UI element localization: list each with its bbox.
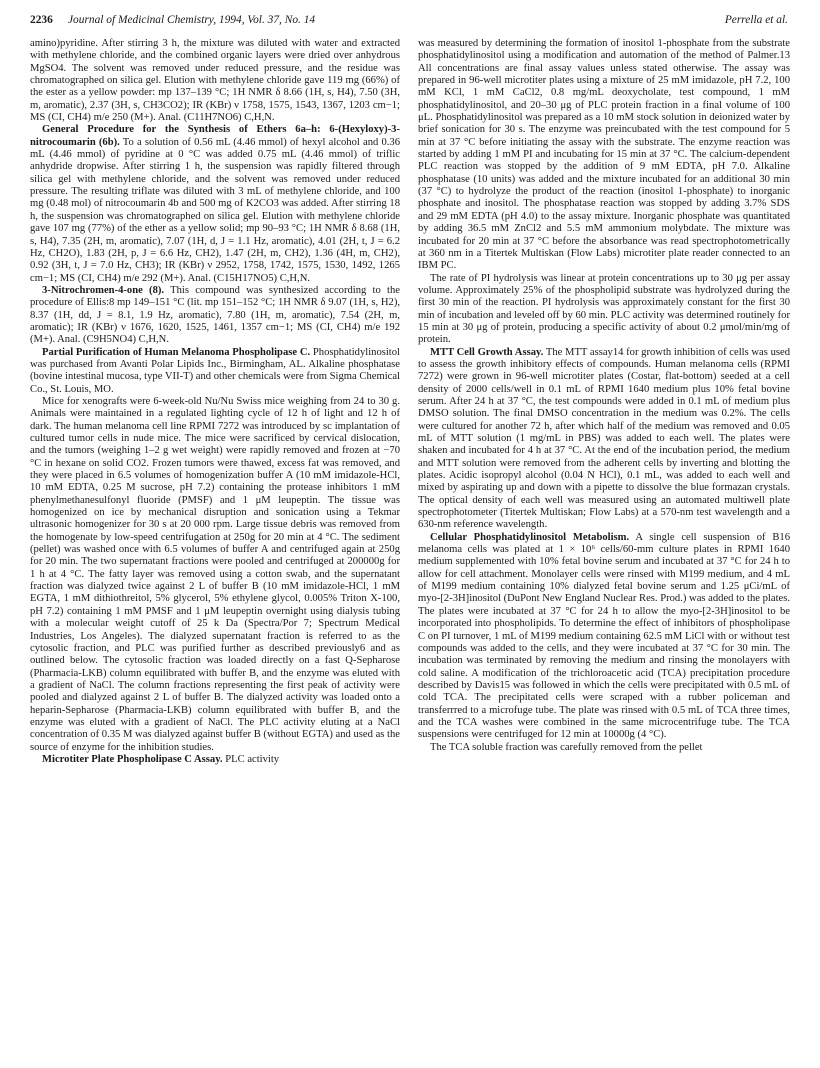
paragraph (30, 347, 400, 396)
paragraph-body: Phosphatidylinositol was purchased from Avanti Polar Lipids Inc., Birmingham, AL. Alkaline phosphatase (bovine intestinal mucosa, type VII-T) and other chemicals were from Sigma Chemical Co., St. Louis, MO. (30, 346, 400, 395)
paragraph: The TCA soluble fraction was carefully removed from the pellet (430, 741, 703, 753)
paragraph (30, 124, 400, 284)
paragraph-body: This compound was synthesized according to the procedure of Ellis:8 mp 149–151 °C (lit. mp 151–152 °C; 1H NMR δ 9.07 (1H, s, H2), 8.37 (1H, dd, J = 8.1, 1.9 Hz, aromatic), 7.80 (1H, m, aromatic), 7.54 (2H, m, aromatic); IR (KBr) ν 1676, 1620, 1525, 1461, 1357 cm−1; MS (CI, CH4) m/e 192 (M+). Anal. (C9H5NO4) C,H,N. (30, 284, 400, 346)
left-column (30, 38, 400, 766)
running-header (30, 10, 788, 32)
paragraph-body: A single cell suspension of B16 melanoma cells was plated at 1 × 10⁶ cells/60-mm culture plates in RPMI 1640 medium supplemented with 10% fetal bovine serum and incubated at 37 °C for 24 h to allow for cell attachment. Monolayer cells were rinsed with M199 medium, and 4 mL of M199 medium containing 10% dialyzed fetal bovine serum and 1.25 μCi/mL of myo-[2-3H]inositol (DuPont New England Nuclear Res. Prod.) was added to the plates. The plates were incubated at 37 °C for 24 h to allow the myo-[2-3H]inositol to be incorporated into phospholipids. To determine the effect of inhibitors of phospholipase C on PI turnover, 1 mL of M199 medium containing 62.5 mM LiCl with or without test compounds was added to the cells, and they were incubated at 37 °C for 30 min. The incubation was terminated by removing the medium and rinsing the monolayers with cold saline. A modification of the trichloroacetic acid (TCA) precipitation procedure described by Davis15 was followed in which the cells were precipitated with 0.5 mL of cold TCA. The precipitated cells were scraped with a rubber policeman and transferrred to a microfuge tube. The plate was rinsed with 0.5 mL of TCA three times, and the TCA washes were combined in the same microcentrifuge tube. The TCA suspensions were centrifuged for 12 min at 10000g (4 °C). (418, 531, 790, 741)
page-number: 2236 (30, 14, 53, 26)
paragraph (418, 532, 790, 742)
paragraph (30, 285, 400, 347)
right-column (418, 38, 790, 754)
paragraph-body: PLC activity (222, 753, 280, 765)
running-author: Perrella et al. (724, 14, 788, 26)
paragraph: was measured by determining the formation of inositol 1-phosphate from the substrate phosphatidylinositol using a modification and automation of the method of Palmer.13 All concentrations are final assay values unless stated otherwise. The assay was prepared in 96-well microtiter plates using a mixture of 25 mM imidazole, pH 7.2, 100 mM KCl, 1 mM CaCl2, 0.8 mg/mL deoxycholate, test compound, 1 mM phosphatidylinositol, and 20–30 μg of PLC protein fraction in a final volume of 100 μL. Phosphatidylinositol was prepared as a 10 mM stock solution in deionized water by brief sonication for 30 s. The enzyme was preincubated with the test compound for 5 min at 37 °C before initiating the assay with the substrate. The enzyme reaction was started by adding 1 mM PI and incubating for 15 min at 37 °C. The calcium-dependent PLC reaction was stopped by the addition of 9 mM EDTA, pH 7.0. Alkaline phosphatase (10 units) was added and the mixture incubated for an additional 30 min (37 °C) to hydrolyze the product of the reaction (inositol 1-phosphate) to inorganic phosphate and inositol. The phosphatase reaction was stopped by adding 3.7% SDS and 29 mM EDTA (pH 4.0) to the assay mixture. Inorganic phosphate was quantitated by adding 36.5 mM ZnCl2 and 5.5 mM ammonium molybdate. The mixture was incubated for 20 min at 37 °C before the absorbance was read spectrophotometrically at 360 nm in a Titertek Multiskan (Flow Labs) microtiter plate reader connected to an IBM PC. (418, 38, 790, 272)
section-heading: MTT Cell Growth Assay. (430, 346, 544, 358)
section-heading: Partial Purification of Human Melanoma Phospholipase C. (42, 346, 311, 358)
paragraph (418, 347, 790, 532)
section-heading: General Procedure for the Synthesis of Ethers 6a–h: 6-(Hexyloxy)-3-nitrocoumarin (6b). (30, 124, 400, 148)
paragraph-body: The MTT assay14 for growth inhibition of cells was used to assess the growth inhibitory effects of compounds. Human melanoma cells (RPMI 7272) were grown in 96-well microtiter plates (Costar, flat-bottom) seeded at a cell density of 2000 cells/well in 0.1 mL of RPMI 1640 medium plus 10% fetal bovine serum. After 24 h at 37 °C, the test compounds were added in 0.1 mL of medium plus DMSO solution. The final DMSO concentration in the medium was 0.2%. The cells were cultured for another 72 h, after which half of the medium was removed and 0.05 mL of MTT solution (1 mg/mL in PBS) was added to each well. The plates were shaken and incubated for 4 h at 37 °C. At the end of the incubation period, the medium and MTT solution were removed from the adherent cells by inverting and blotting the plates. Acidic isopropyl alcohol (0.04 N HCl), 0.1 mL, was added to each well and mixed by aspirating up and down with a pipette to dissolve the blue formazan crystals. The optical density of each well was measured using an automated multiwell plate spectrophotometer (Titertek Multiskan; Flow Labs) at a 570-nm test wavelength and a 630-nm reference wavelength. (418, 346, 790, 531)
paragraph-body: To a solution of 0.56 mL (4.46 mmol) of hexyl alcohol and 0.36 mL (4.46 mmol) of pyridine at 0 °C was added 0.75 mL (4.46 mmol) of triflic anhydride dropwise. After stirring 1 h, the suspension was rapidly filtered through silica gel with methylene chloride, and the solvent was removed under reduced pressure. The resulting triflate was diluted with 3 mL of methylene chloride, and 100 mg (0.48 mol) of nitrocoumarin 4b and 500 mg of K2CO3 was added. After stirring 18 h, the suspension was chromatographed on silica gel. Elution with methylene chloride gave 107 mg (77%) of the ether as a yellow solid; mp 90–93 °C; 1H NMR δ 8.68 (1H, s, H4), 7.35 (2H, m, aromatic), 7.07 (1H, d, J = 1.1 Hz, aromatic), 4.01 (2H, t, J = 6.2 Hz, CH2O), 1.83 (2H, p, J = 6.6 Hz, CH2), 1.47 (2H, m, CH2), 1.36 (4H, m, CH2), 0.92 (3H, t, J = 7.0 Hz, CH3); IR (KBr) ν 2952, 1758, 1742, 1575, 1530, 1492, 1265 cm−1; MS (CI, CH4) m/e 292 (M+). Anal. (C15H17NO5) C,H,N. (30, 136, 400, 284)
paragraph: The rate of PI hydrolysis was linear at protein concentrations up to 30 μg per assay volume. Approximately 25% of the phospholipid substrate was hydrolyzed during the first 30 min of the reaction. PI hydrolysis was approximately constant for the first 30 min of incubation and leveled off by 60 min. PLC activity was determined routinely for 15 min at 30 μg of protein, producing a specific activity of about 0.2 μmol/min/mg of protein. (418, 272, 790, 346)
journal-citation: Journal of Medicinal Chemistry, 1994, Vol. 37, No. 14 (68, 14, 316, 26)
paragraph: Mice for xenografts were 6-week-old Nu/Nu Swiss mice weighing from 24 to 30 g. Animals were maintained in a regulated lighting cycle of 12 h of light and 12 h of dark. The human melanoma cell line RPMI 7272 was introduced by sc implantation of cultured tumor cells in nude mice. The mice were sacrificed by cervical dislocation, and the tumors (weighing 1–2 g wet weight) were rapidly removed and frozen at −70 °C in hexane on solid CO2. Frozen tumors were thawed, excess fat was removed, and they were placed in 6.5 volumes of homogenization buffer A (10 mM imidazole-HCl, 10 mM EDTA, 0.25 M sucrose, pH 7.2) containing the protease inhibitors 1 mM phenylmethanesulfonyl fluoride (PMSF) and 1 μM leupeptin. The tissue was homogenized on ice by mechanical disruption and sonication using a Tekmar ultrasonic homogenizer for 30 s at 20 000 rpm. Large tissue debris was removed from the homogenate by low-speed centrifugation at 250g for 20 min at 4 °C. The sediment (pellet) was washed once with 6.5 volumes of buffer A and centrifuged again at 250g for 20 min. The two supernatant fractions were pooled and centrifuged at 200000g for 1 h at 4 °C. The fatty layer was removed using a cotton swab, and the supernatant fraction was dialyzed twice against 2 L of buffer B (10 mM imidazole-HCl, 1 mM EGTA, 1 mM dithiothreitol, 5% glycerol, 5% ethylene glycol, 0.005% Triton X-100, pH 7.2) containing 1 mM PMSF and 1 μM leupeptin overnight using dialysis tubing with a molecular weight cutoff of 25 k Da (Spectra/Por 7; Spectrum Medical Industries, Los Angeles). The dialyzed supernatant fraction is referred to as the cytosolic fraction, and PLC was purified further as described previously6 and as outlined below. The cytosolic fraction was loaded directly on a fast Q-Sepharose (Pharmacia-LKB) column equilibrated with buffer B, and the enzyme was eluted with a gradient of NaCl. The column fractions representing the first peak of activity were pooled and dialyzed against 2 L of buffer B. The dialyzed activity was loaded onto a heparin-Sepharose (Pharmacia-LKB) column equilibrated with buffer B, and the enzyme was eluted with a gradient of NaCl. The PLC activity eluting at a NaCl concentration of 0.35 M was dialyzed against buffer B (without EGTA) and used as the source of enzyme for the inhibition studies. (30, 395, 400, 753)
section-heading: Cellular Phosphatidylinositol Metabolism. (430, 531, 630, 543)
section-heading: 3-Nitrochromen-4-one (8). (42, 284, 165, 296)
section-heading: Microtiter Plate Phospholipase C Assay. (42, 753, 223, 765)
paragraph (30, 754, 400, 766)
paragraph: amino)pyridine. After stirring 3 h, the mixture was diluted with water and extracted with methylene chloride, and the combined organic layers were dried over anhydrous MgSO4. The solvent was removed under reduced pressure, and the residue was chromatographed on silica gel. Elution with methylene chloride gave 119 mg (66%) of the ester as a yellow powder: mp 137–139 °C; 1H NMR δ 8.66 (1H, s, H4), 7.50 (3H, m, aromatic), 2.37 (3H, s, CH3CO2); IR (KBr) ν 1758, 1575, 1543, 1367, 1203 cm−1; MS (CI, CH4) m/e 250 (M+). Anal. (C11H7NO6) C,H,N. (30, 38, 400, 124)
